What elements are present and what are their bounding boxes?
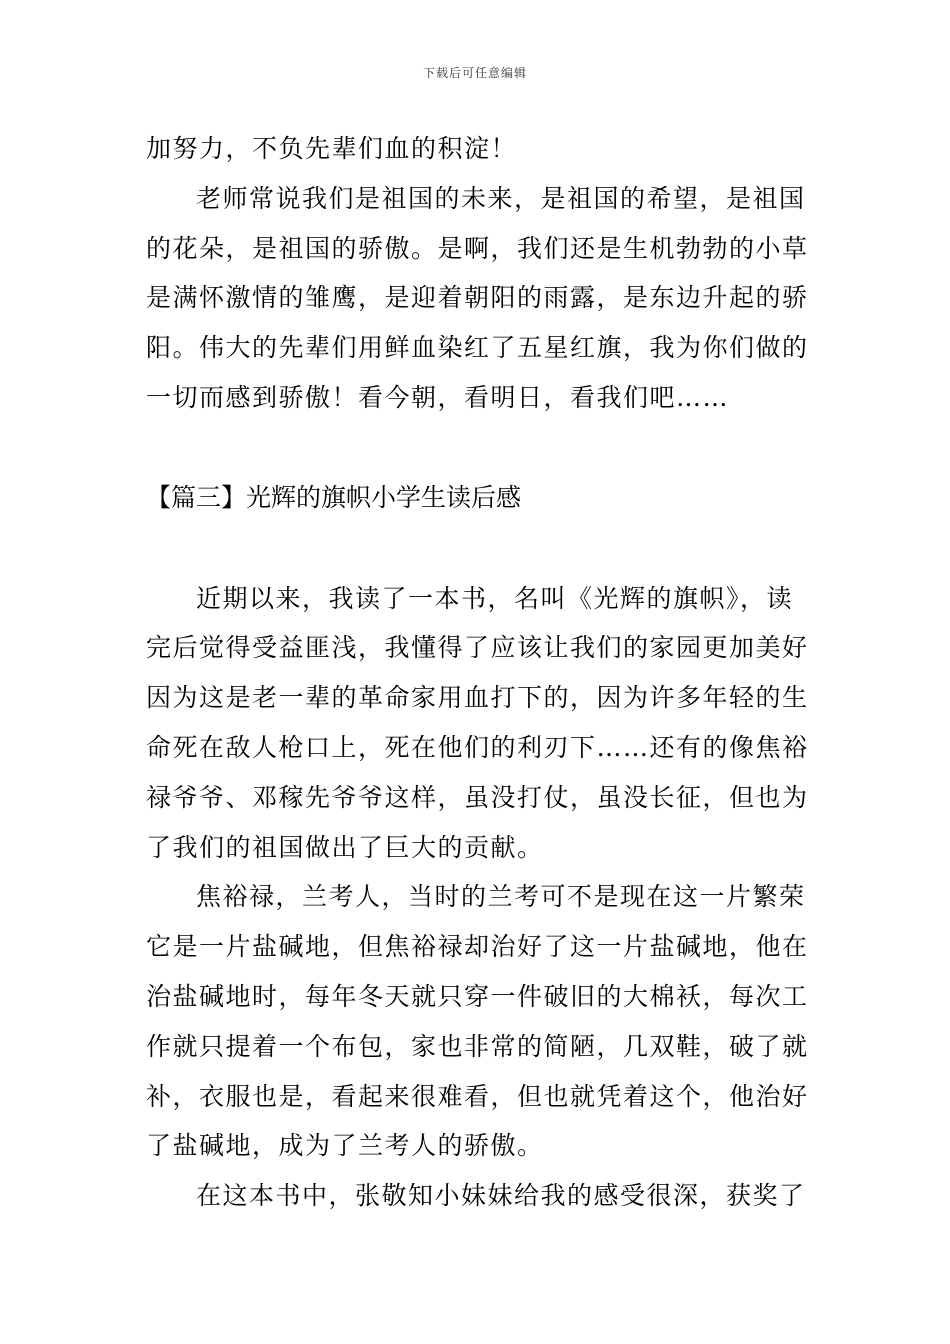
text-line: 老师常说我们是祖国的未来，是祖国的希望，是祖国 — [196, 184, 806, 213]
text-line: 加努力，不负先辈们血的积淀！ — [146, 134, 518, 163]
text-line: 了盐碱地，成为了兰考人的骄傲。 — [146, 1131, 544, 1160]
text-line: 的花朵，是祖国的骄傲。是啊，我们还是生机勃勃的小草 — [146, 234, 809, 263]
text-line: 在这本书中，张敬知小妹妹给我的感受很深，获奖了 — [196, 1181, 806, 1210]
section-heading: 【篇三】光辉的旗帜小学生读后感 — [146, 483, 522, 512]
text-line: 了我们的祖国做出了巨大的贡献。 — [146, 833, 544, 862]
text-line: 近期以来，我读了一本书，名叫《光辉的旗帜》，读 — [196, 584, 794, 613]
text-line: 治盐碱地时，每年冬天就只穿一件破旧的大棉袄，每次工 — [146, 982, 809, 1011]
text-line: 阳。伟大的先辈们用鲜血染红了五星红旗，我为你们做的 — [146, 333, 809, 362]
text-line: 它是一片盐碱地，但焦裕禄却治好了这一片盐碱地，他在 — [146, 932, 809, 961]
text-line: 补，衣服也是，看起来很难看，但也就凭着这个，他治好 — [146, 1082, 809, 1111]
text-line: 焦裕禄，兰考人，当时的兰考可不是现在这一片繁荣 — [196, 882, 806, 911]
page-header-note: 下载后可任意编辑 — [422, 66, 527, 80]
text-line: 因为这是老一辈的革命家用血打下的，因为许多年轻的生 — [146, 683, 809, 712]
text-line: 一切而感到骄傲！看今朝，看明日，看我们吧…… — [146, 383, 730, 412]
text-line: 命死在敌人枪口上，死在他们的利刃下……还有的像焦裕 — [146, 733, 809, 762]
text-line: 完后觉得受益匪浅，我懂得了应该让我们的家园更加美好 — [146, 633, 809, 662]
text-line: 禄爷爷、邓稼先爷爷这样，虽没打仗，虽没长征，但也为 — [146, 783, 809, 812]
text-line: 是满怀激情的雏鹰，是迎着朝阳的雨露，是东边升起的骄 — [146, 283, 809, 312]
text-line: 作就只提着一个布包，家也非常的简陋，几双鞋，破了就 — [146, 1032, 809, 1061]
